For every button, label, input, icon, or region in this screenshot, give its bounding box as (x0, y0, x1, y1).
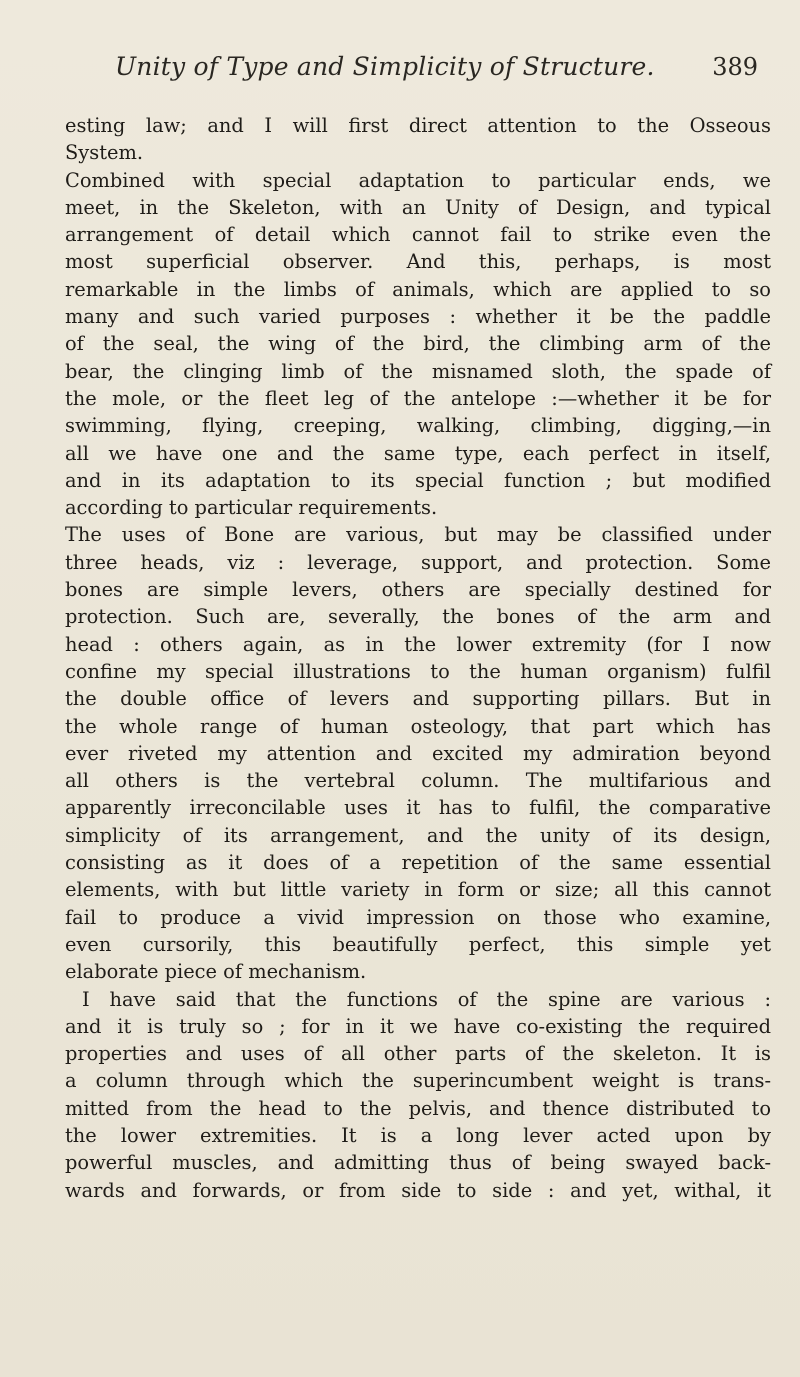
text-line: simplicity of its arrangement, and the unity of its design, (65, 823, 771, 847)
text-line: the whole range of human osteology, that part which has (65, 714, 771, 738)
text-line: consisting as it does of a repetition of the same essential (65, 851, 771, 875)
text-line: and in its adaptation to its special function ; but modified (65, 468, 771, 492)
text-line: meet, in the Skeleton, with an Unity of Design, and typical (65, 195, 771, 219)
text-line: swimming, flying, creeping, walking, climbing, digging,—in (65, 414, 771, 438)
text-line: even cursorily, this beautifully perfect, this simple yet (65, 932, 771, 956)
text-line: the double office of levers and supporting pillars. But in (65, 687, 771, 711)
text-line: the lower extremities. It is a long lever acted upon by (65, 1123, 771, 1147)
text-line: according to particular requirements. (65, 496, 438, 520)
text-line: protection. Such are, severally, the bones of the arm and (65, 605, 771, 629)
page-header (60, 52, 758, 102)
text-line: System. (65, 141, 144, 165)
text-line: powerful muscles, and admitting thus of being swayed back- (65, 1151, 771, 1175)
running-title: Unity of Type and Simplicity of Structure. (115, 52, 655, 81)
text-line: all we have one and the same type, each perfect in itself, (65, 441, 771, 465)
text-line: many and such varied purposes : whether it be the paddle (65, 305, 771, 329)
text-line: head : others again, as in the lower extremity (for I now (65, 632, 771, 656)
text-line: bear, the clinging limb of the misnamed sloth, the spade of (65, 359, 771, 383)
text-line: fail to produce a vivid impression on those who examine, (65, 905, 771, 929)
text-line: a column through which the superincumbent weight is trans- (65, 1069, 771, 1093)
text-line: apparently irreconcilable uses it has to fulfil, the comparative (65, 796, 771, 820)
text-line: confine my special illustrations to the human organism) fulfil (65, 659, 771, 683)
text-line: wards and forwards, or from side to side : and yet, withal, it (65, 1178, 771, 1202)
body-text (65, 112, 771, 1204)
text-line: and it is truly so ; for in it we have co-existing the required (65, 1014, 771, 1038)
text-line: properties and uses of all other parts of the skeleton. It is (65, 1042, 771, 1066)
text-line: The uses of Bone are various, but may be classified under (65, 523, 771, 547)
text-line: esting law; and I will first direct attention to the Osseous (65, 114, 771, 137)
text-line: elaborate piece of mechanism. (65, 960, 367, 984)
text-line: Combined with special adaptation to particular ends, we (65, 168, 771, 192)
text-line: I have said that the functions of the spine are various : (82, 987, 771, 1011)
page-number: 389 (712, 53, 758, 81)
text-line: remarkable in the limbs of animals, which are applied to so (65, 277, 771, 301)
text-line: all others is the vertebral column. The multifarious and (65, 769, 771, 793)
text-line: of the seal, the wing of the bird, the climbing arm of the (65, 332, 771, 356)
text-line: the mole, or the fleet leg of the antelope :—whether it be for (65, 386, 771, 410)
text-line: elements, with but little variety in form or size; all this cannot (65, 878, 771, 902)
text-line: arrangement of detail which cannot fail to strike even the (65, 223, 771, 247)
text-line: ever riveted my attention and excited my admiration beyond (65, 741, 771, 765)
text-line: three heads, viz : leverage, support, and protection. Some (65, 550, 771, 574)
text-line: mitted from the head to the pelvis, and thence distributed to (65, 1096, 771, 1120)
text-line: bones are simple levers, others are specially destined for (65, 578, 771, 602)
text-line: most superficial observer. And this, perhaps, is most (65, 250, 771, 274)
